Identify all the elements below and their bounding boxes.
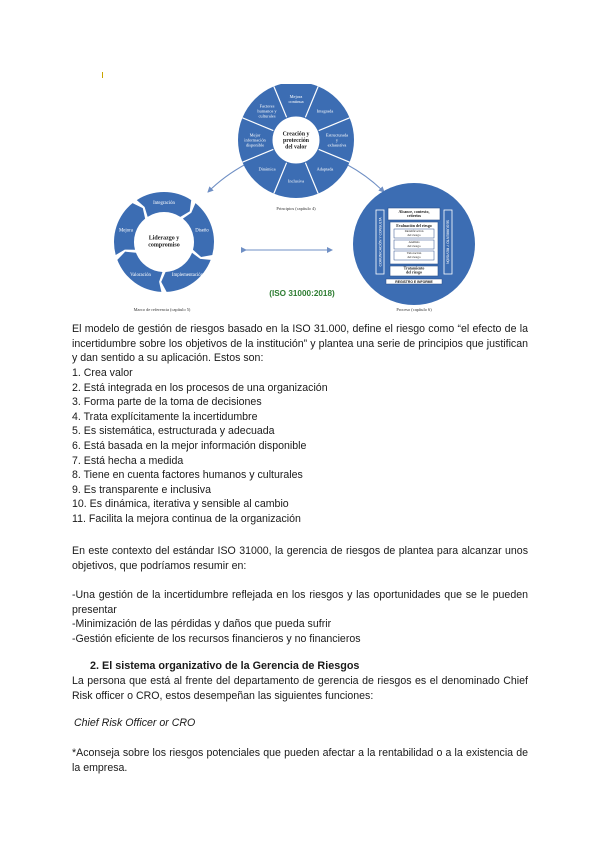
risk-assessment-step: Valoración del riesgo <box>406 251 422 259</box>
framework-caption: Marco de referencia (capítulo 5) <box>133 307 191 312</box>
principle-item: 8. Tiene en cuenta factores humanos y culturales <box>72 469 303 482</box>
cro-subtitle: Chief Risk Officer or CRO <box>74 717 196 729</box>
risk-assessment-step: Identificación del riesgo <box>404 229 424 237</box>
objectives-list <box>72 588 528 646</box>
framework-segment-label: Valoración <box>130 273 151 279</box>
iso-31000-diagram <box>96 84 478 314</box>
framework-segment-label: Diseño <box>195 228 209 234</box>
section-heading: 2. El sistema organizativo de la Gerencia de Riesgos <box>90 660 360 672</box>
iso-standard-label: (ISO 31000:2018) <box>269 289 335 298</box>
principle-item: 7. Está hecha a medida <box>72 454 184 467</box>
framework-segment-label: Integración <box>153 200 175 206</box>
principles-wheel <box>238 84 354 211</box>
decorative-mark <box>102 72 103 78</box>
framework-segment-label: Implementación <box>171 273 204 279</box>
objective-item: -Minimización de las pérdidas y daños que pueda sufrir <box>72 618 332 631</box>
principle-segment-label: Inclusiva <box>287 178 305 184</box>
scope-context-box: Alcance, contexto, criterios <box>398 208 430 219</box>
principle-segment-label: Integrada <box>316 108 334 114</box>
arrow-principles-to-process <box>346 164 384 192</box>
principle-item: 9. Es transparente e inclusiva <box>72 483 211 496</box>
risk-treatment-box: Tratamiento del riesgo <box>403 266 425 275</box>
principle-segment-label: Factores humanos y culturales <box>257 103 277 119</box>
principle-item: 3. Forma parte de la toma de decisiones <box>72 396 262 409</box>
context-paragraph: En este contexto del estándar ISO 31000, la gerencia de riesgos de plantea para alcanzar unos objetivos, que podríamos resumir en: <box>72 545 528 572</box>
principle-item: 11. Facilita la mejora continua de la organización <box>72 512 301 525</box>
framework-center-label: Liderazgo y compromiso <box>148 235 180 249</box>
principle-item: 2. Está integrada en los procesos de una organización <box>72 381 328 394</box>
framework-cycle <box>114 192 214 312</box>
cro-function-paragraph: *Aconseja sobre los riesgos potenciales que pueden afectar a la rentabilidad o a la existencia de la empresa. <box>72 747 528 774</box>
risk-assessment-title: Evaluación del riesgo <box>396 224 432 228</box>
process-caption: Proceso (capítulo 6) <box>396 307 432 312</box>
principles-caption: Principios (capítulo 4) <box>276 206 316 211</box>
intro-paragraph: El modelo de gestión de riesgos basado en la ISO 31.000, define el riesgo como “el efecto de la incertidumbre sobre los objetivos de la institución” y plantea una serie de principios que justifican y dan sentido a su aplicación. Estos son: <box>72 323 528 365</box>
objective-item: -Gestión eficiente de los recursos financieros y no financieros <box>72 632 361 645</box>
principle-item: 6. Está basada en la mejor información disponible <box>72 439 307 452</box>
principle-segment-label: Mejor información disponible <box>244 132 266 148</box>
monitoring-label: SEGUIMIENTO Y REVISIÓN <box>445 220 450 264</box>
cro-paragraph: La persona que está al frente del departamento de gerencia de riesgos es el denominado Chief Risk officer o CRO, estos desempeñan las siguientes funciones: <box>72 675 528 702</box>
communication-label: COMUNICACIÓN Y CONSULTA <box>378 217 383 267</box>
principle-segment-label: Dinámica <box>258 166 276 172</box>
principles-center-label: Creación y protección del valor <box>282 131 310 151</box>
principle-item: 10. Es dinámica, iterativa y sensible al cambio <box>72 498 289 511</box>
principle-segment-label: Mejora continua <box>288 94 304 104</box>
principle-item: 1. Crea valor <box>72 367 133 379</box>
risk-assessment-step: Análisis del riesgo <box>407 240 421 248</box>
objective-item: -Una gestión de la incertidumbre reflejada en los riesgos y las oportunidades que se le pueden presentar <box>72 589 528 616</box>
principle-item: 4. Trata explícitamente la incertidumbre <box>72 410 258 423</box>
recording-reporting-label: REGISTRO E INFORME <box>395 280 433 284</box>
process-circle <box>353 183 475 312</box>
framework-segment-label: Mejora <box>119 228 133 234</box>
principle-segment-label: Adaptada <box>316 166 334 172</box>
arrow-principles-to-framework <box>208 164 246 192</box>
principle-item: 5. Es sistemática, estructurada y adecuada <box>72 425 275 438</box>
principles-list <box>72 366 528 527</box>
principle-segment-label: Estructurada y exhaustiva <box>325 132 349 148</box>
